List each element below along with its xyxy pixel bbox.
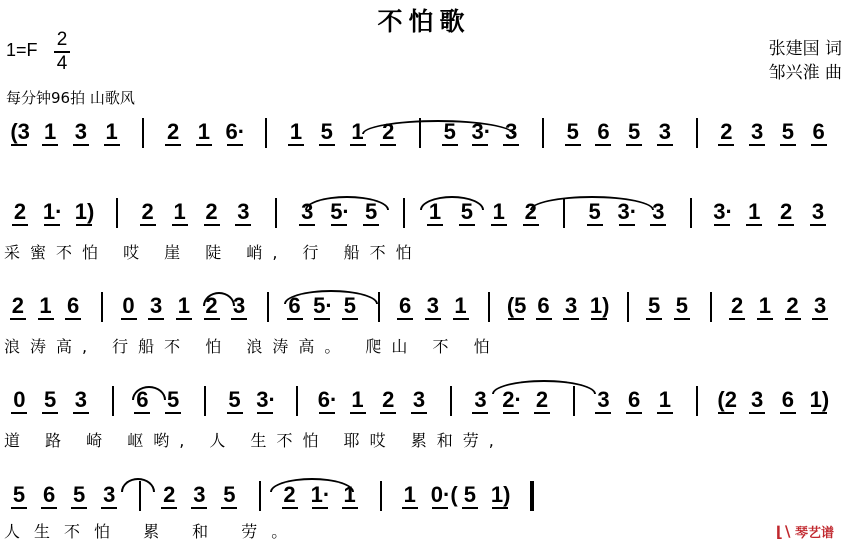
beam [288,144,304,146]
beam [812,318,828,320]
note: 2 [205,199,218,224]
tie-slur [492,380,596,394]
note: 3 [74,387,87,412]
note: 5 [460,199,473,224]
beam [101,507,117,509]
barline [696,118,698,148]
note: 2 [524,199,537,224]
beam [312,507,328,509]
barline [450,386,452,416]
beam [646,318,662,320]
lyric-line: 道 路 崎 岖哟, 人 生不怕 耶哎 累和劳, [4,431,504,450]
beam [462,507,478,509]
note: 6 [812,119,825,144]
beam [11,144,27,146]
note: 3 [233,293,246,318]
beam [140,224,156,226]
note: 0 [13,387,26,412]
beam [299,224,315,226]
beam [595,412,611,414]
note: 0·( [430,482,458,507]
beam [221,507,237,509]
note: (2 [717,387,737,412]
note: 1 [289,119,303,144]
beam [380,144,396,146]
beam [65,318,81,320]
beam [650,224,666,226]
beam [282,507,298,509]
note: 6 [67,293,80,318]
note: 5· [313,293,333,318]
note: 1 [454,293,467,318]
beam [563,318,579,320]
beam [472,412,488,414]
note: 2 [283,482,296,507]
beam [11,412,27,414]
note: 5 [781,119,794,144]
beam [319,144,335,146]
note: 3 [301,199,314,224]
note: 3 [474,387,487,412]
note: 5 [12,482,26,507]
note: 1· [310,482,331,507]
barline [488,292,490,322]
beam [565,144,581,146]
note: 2 [13,199,27,224]
time-numerator: 2 [56,29,68,50]
beam [591,318,607,320]
beam [757,318,773,320]
note: 2 [163,482,176,507]
note: 1 [39,293,52,318]
barline [378,292,380,322]
note: 1 [758,293,771,318]
note: 1 [351,387,364,412]
beam [287,318,303,320]
note: 1 [658,387,672,412]
beam [714,224,730,226]
beam [425,318,441,320]
final-barline [530,481,534,511]
beam [121,318,137,320]
beam [780,412,796,414]
beam [165,412,181,414]
beam [729,318,745,320]
barline [296,386,298,416]
note: 3 [103,482,116,507]
note: 1 [492,199,505,224]
note: 3 [811,199,825,224]
note: 2 [779,199,793,224]
note: 5 [364,199,378,224]
beam [10,318,26,320]
beam [718,412,734,414]
note: 2 [731,293,744,318]
barline [112,386,114,416]
beam [472,144,488,146]
note: 5 [320,119,333,144]
beam [811,144,827,146]
note: 3 [814,293,827,318]
note: 1 [177,293,190,318]
note: 1 [748,199,761,224]
beam [749,144,765,146]
note: 6 [597,119,610,144]
note: 1 [343,482,356,507]
note: 2 [141,199,154,224]
barline [259,481,261,511]
logo-text: 琴艺谱 [794,526,834,541]
beam [508,318,524,320]
beam [314,318,330,320]
note: 5 [166,387,180,412]
note: 6 [781,387,794,412]
beam [41,507,57,509]
beam [503,144,519,146]
beam [363,224,379,226]
beam [657,144,673,146]
barline [380,481,382,511]
beam [626,412,642,414]
time-signature [54,30,70,74]
note: 1) [74,199,95,224]
tie-slur [121,478,155,492]
barline [403,198,405,228]
beam [257,412,273,414]
note: 3 [565,293,578,318]
beam [411,412,427,414]
note: 1) [809,387,830,412]
note: 3 [193,482,206,507]
logo-icon: ⌊∖ [775,523,793,541]
beam [227,412,243,414]
barline [627,292,629,322]
beam [104,144,120,146]
note: 3· [617,199,638,224]
lyricist-credit: 张建国 词 [768,39,842,59]
note: 3 [751,387,764,412]
barline [542,118,544,148]
note: 3 [658,119,672,144]
beam [674,318,690,320]
beam [12,224,28,226]
lyric-line: 采蜜不怕 哎 崖 陡 峭, 行 船不怕 [4,243,422,262]
beam [402,507,418,509]
beam [11,507,27,509]
note: 5 [228,387,241,412]
beam [350,412,366,414]
beam [71,507,87,509]
beam [165,144,181,146]
beam [619,224,635,226]
barline [696,386,698,416]
beam [196,144,212,146]
tie-slur [270,478,354,492]
beam [73,144,89,146]
beam [42,412,58,414]
note: 3 [652,199,665,224]
beam [536,318,552,320]
note: 3 [74,119,87,144]
barline [275,198,277,228]
site-logo [776,522,834,541]
note: 5 [443,119,456,144]
note: 3 [426,293,439,318]
beam [503,412,519,414]
note: 5 [628,119,641,144]
lyric-line: 人生不怕 累 和 劳。 [4,522,302,541]
note: 1) [589,293,610,318]
beam [44,224,60,226]
beam [76,224,92,226]
note: 2 [382,119,395,144]
note: 3 [751,119,764,144]
note: 5 [343,293,356,318]
beam [204,224,220,226]
time-denominator: 4 [56,53,68,74]
beam [718,144,734,146]
beam [342,318,358,320]
beam [810,224,826,226]
tempo-marking: 每分钟96拍 山歌风 [6,89,135,107]
note: 1· [42,199,63,224]
barline [101,292,103,322]
note: 3· [713,199,733,224]
beam [380,412,396,414]
beam [785,318,801,320]
beam [459,224,475,226]
note: 2 [166,119,180,144]
beam [172,224,188,226]
beam [331,224,347,226]
note: 3· [256,387,276,412]
beam [595,144,611,146]
note: 2 [720,119,733,144]
note: 3 [150,293,163,318]
beam [626,144,642,146]
note: 5 [73,482,86,507]
key-signature: 1=F [6,40,38,60]
note: (3 [10,119,30,144]
note: 6 [537,293,550,318]
beam [432,507,448,509]
note: 5 [648,293,661,318]
beam [811,412,827,414]
note: 1 [197,119,210,144]
beam [749,412,765,414]
beam [492,507,508,509]
note: 1 [428,199,442,224]
beam [746,224,762,226]
barline [116,198,118,228]
note: 6 [288,293,301,318]
note: 2 [205,293,218,318]
note: 6 [136,387,149,412]
beam [491,224,507,226]
note: 6 [399,293,412,318]
beam [319,412,335,414]
barline [690,198,692,228]
note: 3 [412,387,426,412]
beam [176,318,192,320]
note: 3· [471,119,492,144]
barline [142,118,144,148]
note: 2 [11,293,24,318]
note: 6· [317,387,338,412]
note: 2 [535,387,549,412]
barline [204,386,206,416]
barline [267,292,269,322]
note: 6· [225,119,246,144]
note: 5 [223,482,236,507]
lyric-line: 浪涛高, 行船不 怕 浪涛高。 爬山 不 怕 [4,337,500,356]
note: 5 [566,119,579,144]
beam [227,144,243,146]
beam [38,318,54,320]
note: (5 [506,293,527,318]
beam [534,412,550,414]
note: 1 [43,119,57,144]
barline [265,118,267,148]
note: 5· [330,199,350,224]
note: 6 [628,387,641,412]
beam [453,318,469,320]
page-title: 不怕歌 [377,7,471,36]
beam [73,412,89,414]
note: 2 [382,387,395,412]
beam [523,224,539,226]
beam [780,144,796,146]
note: 0 [122,293,135,318]
note: 1 [351,119,364,144]
note: 1 [105,119,118,144]
beam [342,507,358,509]
beam [350,144,366,146]
beam [657,412,673,414]
note: 3 [237,199,250,224]
note: 1 [403,482,416,507]
beam [191,507,207,509]
note: 5 [463,482,476,507]
beam [397,318,413,320]
note: 2 [786,293,799,318]
beam [427,224,443,226]
note: 6 [42,482,56,507]
note: 3 [597,387,610,412]
beam [231,318,247,320]
note: 1 [173,199,186,224]
beam [134,412,150,414]
beam [148,318,164,320]
note: 5 [43,387,57,412]
composer-credit: 邹兴淮 曲 [768,63,842,83]
note: 2· [502,387,522,412]
beam [161,507,177,509]
beam [587,224,603,226]
beam [442,144,458,146]
note: 5 [675,293,688,318]
beam [42,144,58,146]
beam [778,224,794,226]
note: 1) [490,482,511,507]
beam [235,224,251,226]
note: 3 [505,119,518,144]
beam [204,318,220,320]
note: 5 [588,199,601,224]
barline [710,292,712,322]
